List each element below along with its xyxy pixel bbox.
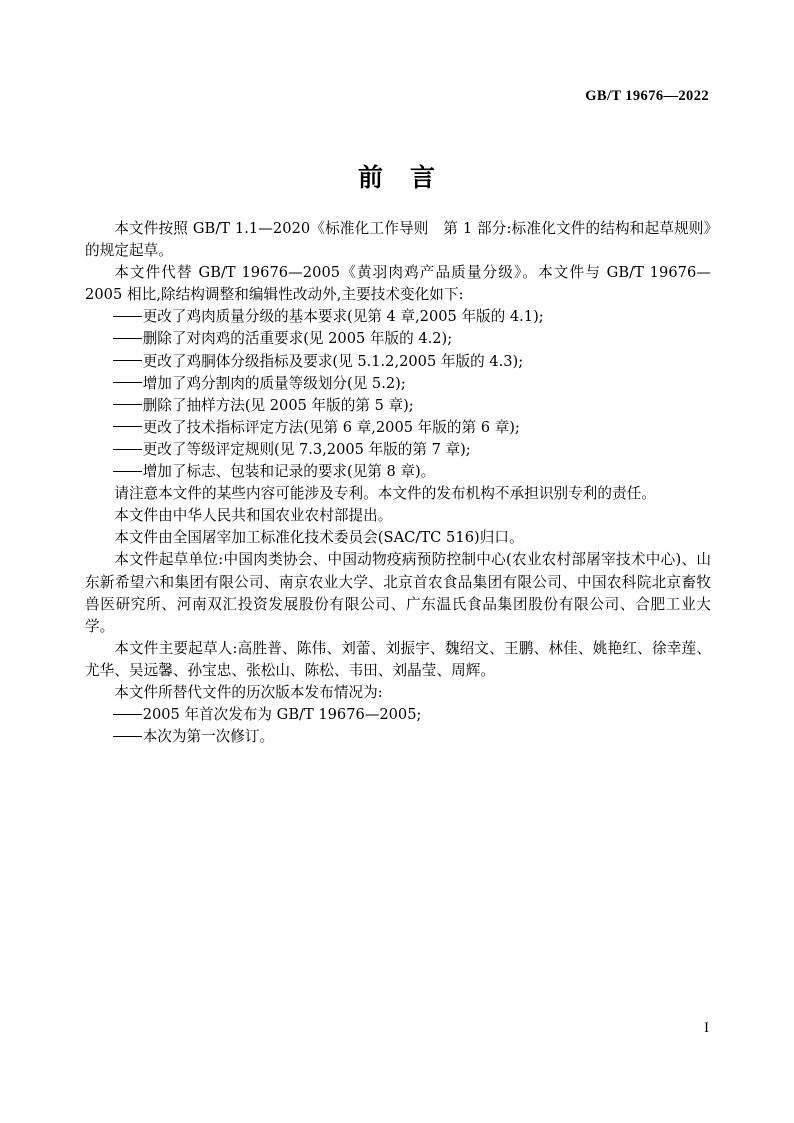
- page-number-value: I: [704, 1020, 709, 1036]
- change-list-item-text: 删除了对肉鸡的活重要求(见 2005 年版的 4.2);: [142, 330, 453, 348]
- version-history-item-text: 2005 年首次发布为 GB/T 19676—2005;: [142, 706, 422, 724]
- version-history-item: [85, 704, 711, 726]
- paragraph-scope-basis: 本文件按照 GB/T 1.1—2020《标准化工作导则 第 1 部分:标准化文件的结构和起草规则》的规定起草。: [85, 220, 711, 260]
- paragraph-patent-notice: 请注意本文件的某些内容可能涉及专利。本文件的发布机构不承担识别专利的责任。: [114, 485, 657, 503]
- change-list-item-text: 删除了抽样方法(见 2005 年版的第 5 章);: [142, 396, 414, 414]
- paragraph-replaces: 本文件代替 GB/T 19676—2005《黄羽肉鸡产品质量分级》。本文件与 GB/T 19676—2005 相比,除结构调整和编辑性改动外,主要技术变化如下:: [85, 264, 711, 304]
- page-number: [85, 1020, 709, 1037]
- page-title: [0, 158, 794, 194]
- foreword-body: [85, 218, 711, 748]
- page-title-char-2: 言: [410, 163, 437, 192]
- change-list-item: [85, 395, 711, 417]
- paragraph-drafting-organizations: 本文件起草单位:中国肉类协会、中国动物疫病预防控制中心(农业农村部屠宰技术中心)、山东新希望六和集团有限公司、南京农业大学、北京首农食品集团有限公司、中国农科院北京畜牧兽医研究所、河南双汇投资发展股份有限公司、广东温氏食品集团股份有限公司、合肥工业大学。: [85, 551, 711, 635]
- page-title-char-1: 前: [357, 163, 384, 192]
- em-dash-marker: [113, 329, 142, 339]
- em-dash-marker: [113, 307, 142, 317]
- em-dash-marker: [113, 373, 142, 383]
- change-list-item-text: 更改了鸡胴体分级指标及要求(见 5.1.2,2005 年版的 4.3);: [142, 352, 524, 370]
- change-list-item-text: 更改了等级评定规则(见 7.3,2005 年版的第 7 章);: [142, 440, 471, 458]
- change-list-item-text: 更改了技术指标评定方法(见第 6 章,2005 年版的第 6 章);: [142, 418, 520, 436]
- em-dash-marker: [113, 351, 142, 361]
- change-list-item: [85, 328, 711, 350]
- change-list-item-text: 更改了鸡肉质量分级的基本要求(见第 4 章,2005 年版的 4.1);: [142, 308, 544, 326]
- change-list-item-text: 增加了鸡分割肉的质量等级划分(见 5.2);: [142, 374, 406, 392]
- change-list-item: [85, 373, 711, 395]
- paragraph-principal-drafters: 本文件主要起草人:高胜普、陈伟、刘蕾、刘振宇、魏绍文、王鹏、林佳、姚艳红、徐幸莲、尤华、吴远馨、孙宝忠、张松山、陈松、韦田、刘晶莹、周辉。: [85, 639, 711, 679]
- version-history-item-text: 本次为第一次修订。: [142, 728, 275, 746]
- em-dash-marker: [113, 395, 142, 405]
- standard-number-header: GB/T 19676—2022: [585, 88, 709, 104]
- change-list-item-text: 增加了标志、包装和记录的要求(见第 8 章)。: [142, 463, 436, 481]
- running-header: [85, 88, 709, 108]
- paragraph-proposer: 本文件由中华人民共和国农业农村部提出。: [114, 507, 393, 525]
- em-dash-marker: [113, 462, 142, 472]
- change-list-item: [85, 351, 711, 373]
- em-dash-marker: [113, 440, 142, 450]
- change-list-item: [85, 439, 711, 461]
- change-list-item: [85, 461, 711, 483]
- em-dash-marker: [113, 417, 142, 427]
- change-list-item: [85, 306, 711, 328]
- version-history-item: [85, 726, 711, 748]
- paragraph-technical-committee: 本文件由全国屠宰加工标准化技术委员会(SAC/TC 516)归口。: [114, 529, 524, 547]
- change-list-item: [85, 417, 711, 439]
- paragraph-version-history-intro: 本文件所替代文件的历次版本发布情况为:: [114, 683, 383, 701]
- em-dash-marker: [113, 705, 142, 715]
- em-dash-marker: [113, 727, 142, 737]
